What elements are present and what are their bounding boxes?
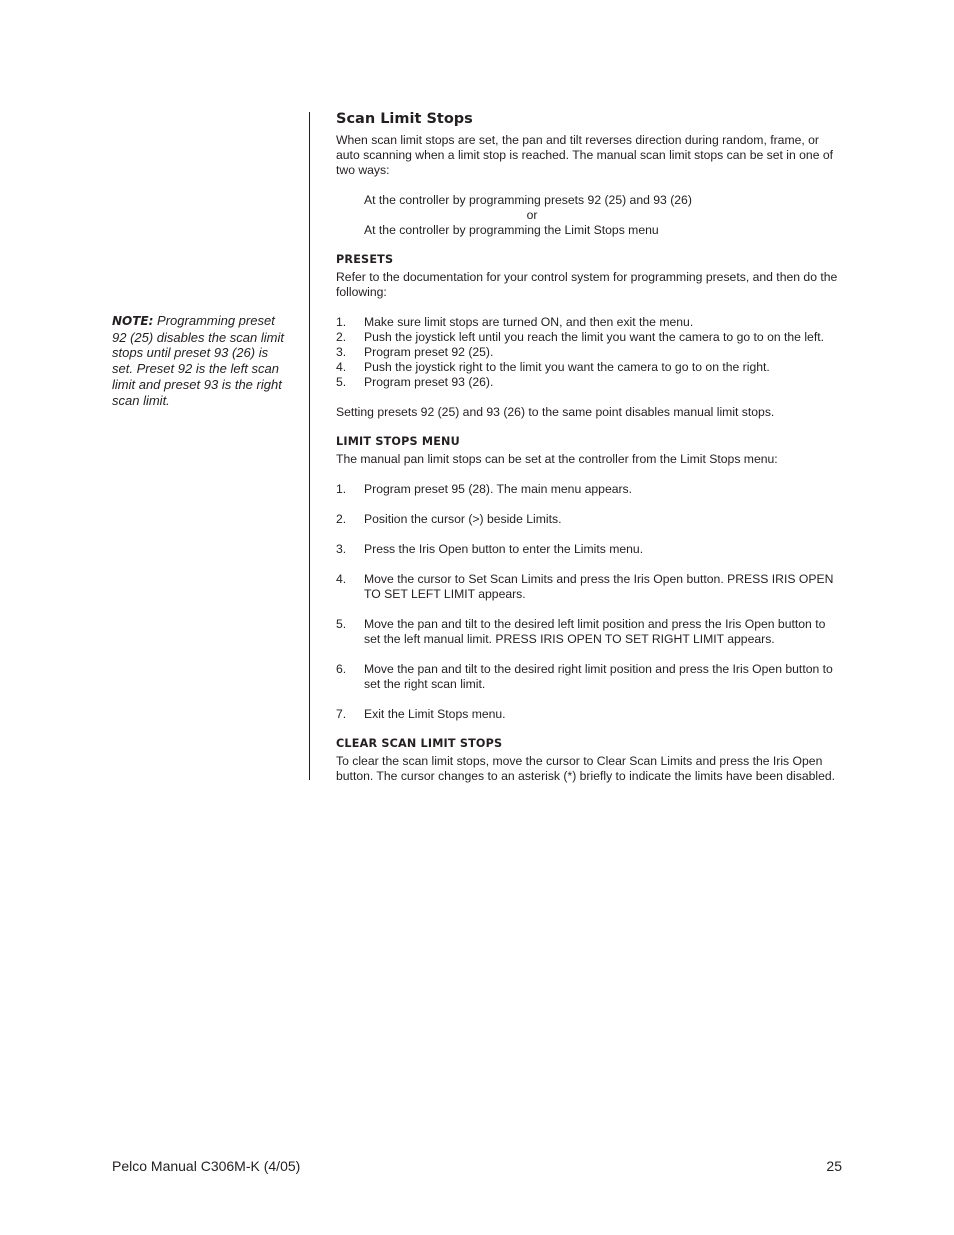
way-option-1: At the controller by programming presets 92 (25) and 93 (26): [364, 193, 692, 207]
presets-steps: [336, 315, 841, 390]
list-item: 7. Exit the Limit Stops menu.: [336, 707, 506, 721]
presets-closing: Setting presets 92 (25) and 93 (26) to the same point disables manual limit stops.: [336, 405, 775, 419]
clear-scan-limit-text: To clear the scan limit stops, move the cursor to Clear Scan Limits and press the Iris Open button. The cursor changes to an asterisk (*) briefly to indicate the limits have been disabled.: [336, 754, 836, 783]
note-text: Programming preset 92 (25) disables the scan limit stops until preset 93 (26) is set. Preset 92 is the left scan limit and preset 93 is the right scan limit.: [112, 313, 284, 408]
list-item: 1. Program preset 95 (28). The main menu appears.: [336, 482, 633, 496]
way-or: or: [526, 208, 538, 222]
side-note: [112, 313, 290, 408]
list-item: 5. Move the pan and tilt to the desired left limit position and press the Iris Open button to set the left manual limit. PRESS IRIS OPEN TO SET RIGHT LIMIT appears.: [336, 617, 826, 646]
main-content: [336, 110, 841, 784]
list-item: 2. Push the joystick left until you reach the limit you want the camera to go to on the left.: [336, 330, 824, 344]
list-item: 1. Make sure limit stops are turned ON, and then exit the menu.: [336, 315, 694, 329]
list-item: 3. Program preset 92 (25).: [336, 345, 494, 359]
list-item: 3. Press the Iris Open button to enter the Limits menu.: [336, 542, 644, 556]
list-item: 6. Move the pan and tilt to the desired right limit position and press the Iris Open button to set the right scan limit.: [336, 662, 833, 691]
clear-scan-limit-heading: CLEAR SCAN LIMIT STOPS: [336, 737, 503, 750]
list-item: 2. Position the cursor (>) beside Limits.: [336, 512, 562, 526]
presets-heading: PRESETS: [336, 253, 394, 266]
limit-stops-menu-intro: The manual pan limit stops can be set at the controller from the Limit Stops menu:: [336, 452, 778, 466]
footer-manual-id: Pelco Manual C306M-K (4/05): [112, 1158, 301, 1174]
list-item: 4. Push the joystick right to the limit you want the camera to go to on the right.: [336, 360, 770, 374]
page-number: 25: [826, 1158, 842, 1174]
limit-stops-menu-heading: LIMIT STOPS MENU: [336, 435, 460, 448]
column-divider: [309, 112, 310, 780]
section-title: Scan Limit Stops: [336, 111, 473, 127]
limit-stops-menu-steps: [336, 482, 841, 722]
way-option-2: At the controller by programming the Limit Stops menu: [364, 223, 659, 237]
intro-paragraph: When scan limit stops are set, the pan and tilt reverses direction during random, frame, or auto scanning when a limit stop is reached. The manual scan limit stops can be set in one of two ways:: [336, 133, 834, 177]
list-item: 4. Move the cursor to Set Scan Limits and press the Iris Open button. PRESS IRIS OPEN TO SET LEFT LIMIT appears.: [336, 572, 834, 601]
presets-intro: Refer to the documentation for your control system for programming presets, and then do the following:: [336, 270, 838, 299]
list-item: 5. Program preset 93 (26).: [336, 375, 494, 389]
note-label: NOTE:: [112, 314, 154, 328]
